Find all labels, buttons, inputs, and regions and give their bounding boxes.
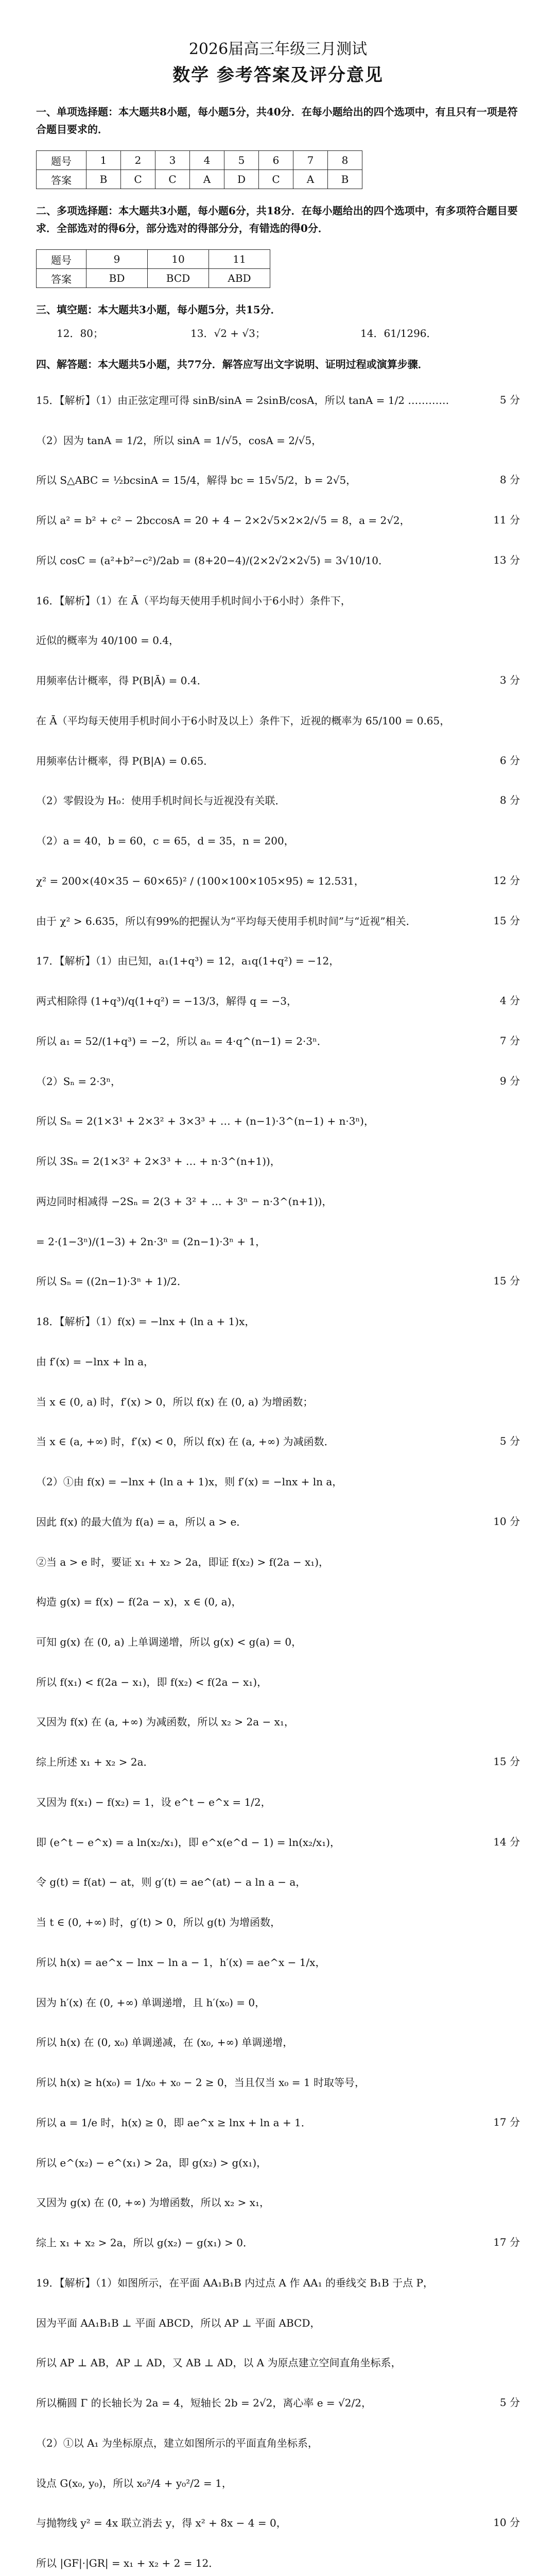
solution-line: 用频率估计概率，得 P(B|A) = 0.65． (36, 755, 214, 767)
answer-cell: B (328, 170, 362, 189)
solution-line: 所以 h(x) = ae^x − lnx − ln a − 1，h′(x) = ae^x − 1/x， (36, 1956, 326, 1969)
solution-line: 又因为 f(x) 在 (a, +∞) 为减函数，所以 x₂ > 2a − x₁， (36, 1716, 294, 1728)
section1-heading: 一、单项选择题：本大题共8小题，每小题5分，共40分．在每小题给出的四个选项中，有且只有一项是符合题目要求的． (36, 106, 518, 135)
score-mark: 17 分 (493, 2116, 520, 2128)
row-label: 答案 (37, 170, 86, 189)
score-mark: 15 分 (493, 914, 520, 927)
solution-line: 又因为 f(x₁) − f(x₂) = 1，设 e^t − e^x = 1/2， (36, 1796, 271, 1808)
solution-line: 所以 f(x₁) < f(2a − x₁)，即 f(x₂) < f(2a − x₁)， (36, 1676, 268, 1688)
question-number: 8 (328, 151, 362, 170)
score-mark: 15 分 (493, 1755, 520, 1768)
section3-heading: 三、填空题：本大题共3小题，每小题5分，共15分． (36, 303, 281, 316)
question-number: 5 (224, 151, 259, 170)
solution-line: 所以椭圆 Γ 的长轴长为 2a = 4，短轴长 2b = 2√2，离心率 e = √2/2， (36, 2397, 372, 2409)
score-mark: 15 分 (493, 1275, 520, 1287)
fill-answer-14: 14．61/1296． (360, 327, 437, 340)
solution-line: （2）因为 tanA = 1/2，所以 sinA = 1/√5，cosA = 2/√5， (36, 434, 322, 447)
solution-line: 两边同时相减得 −2Sₙ = 2(3 + 3² + … + 3ⁿ − n·3^(n+1))， (36, 1195, 333, 1208)
answer-cell: C (121, 170, 155, 189)
score-mark: 7 分 (499, 1035, 520, 1047)
row-label: 题号 (37, 151, 86, 170)
solution-line: 可知 g(x) 在 (0, a) 上单调递增，所以 g(x) < g(a) = 0， (36, 1636, 302, 1648)
score-mark: 8 分 (499, 794, 520, 806)
solution-line: 所以 cosC = (a²+b²−c²)/2ab = (8+20−4)/(2×2√2×2√5) = 3√10/10． (36, 554, 389, 567)
score-mark: 5 分 (499, 2396, 520, 2409)
score-mark: 9 分 (499, 1075, 520, 1087)
question-number: 2 (121, 151, 155, 170)
solution-line: （2）Sₙ = 2·3ⁿ， (36, 1075, 121, 1088)
solution-line: 所以 Sₙ = 2(1×3¹ + 2×3² + 3×3³ + … + (n−1)·3^(n−1) + n·3ⁿ)， (36, 1115, 374, 1127)
solution-line: 当 t ∈ (0, +∞) 时，g′(t) > 0，所以 g(t) 为增函数， (36, 1916, 281, 1928)
solution-line: 由于 χ² > 6.635，所以有99%的把握认为“平均每天使用手机时间”与“近视”相关． (36, 915, 416, 927)
answer-cell: D (224, 170, 259, 189)
solution-line: 所以 Sₙ = ((2n−1)·3ⁿ + 1)/2． (36, 1275, 187, 1287)
solution-line: 令 g(t) = f(at) − at，则 g′(t) = ae^(at) − a ln a − a， (36, 1876, 306, 1888)
answer-cell: C (259, 170, 293, 189)
solution-line: 构造 g(x) = f(x) − f(2a − x)，x ∈ (0, a)， (36, 1596, 242, 1608)
solution-line: 所以 3Sₙ = 2(1×3² + 2×3³ + … + n·3^(n+1))， (36, 1155, 281, 1167)
solution-line: ②当 a > e 时，要证 x₁ + x₂ > 2a，即证 f(x₂) > f(2a − x₁)， (36, 1556, 329, 1568)
answer-cell: BD (86, 269, 148, 288)
solution-line: 即 (e^t − e^x) = a ln(x₂/x₁)，即 e^x(e^d − 1) = ln(x₂/x₁)， (36, 1836, 341, 1849)
solution-line: 在 Ā（平均每天使用手机时间小于6小时及以上）条件下，近视的概率为 65/100 = 0.65， (36, 715, 450, 727)
score-mark: 17 分 (493, 2236, 520, 2248)
solution-line: 又因为 g(x) 在 (0, +∞) 为增函数，所以 x₂ > x₁， (36, 2196, 270, 2209)
solution-line: 所以 a = 1/e 时，h(x) ≥ 0，即 ae^x ≥ lnx + ln a + 1． (36, 2116, 311, 2129)
section1-answer-table (36, 150, 362, 189)
section4-heading: 四、解答题：本大题共5小题，共77分．解答应写出文字说明、证明过程或演算步骤． (36, 358, 428, 370)
score-mark: 13 分 (493, 554, 520, 566)
question-number: 9 (86, 250, 148, 269)
solution-line: （2）①由 f(x) = −lnx + (ln a + 1)x，则 f′(x) = −lnx + ln a， (36, 1476, 343, 1488)
solution-line: 所以 S△ABC = ½bcsinA = 15/4，解得 bc = 15√5/2，b = 2√5， (36, 474, 357, 486)
answer-cell: ABD (209, 269, 270, 288)
score-mark: 12 分 (493, 874, 520, 887)
solution-line: 15．【解析】（1）由正弦定理可得 sinB/sinA = 2sinB/cosA，所以 tanA = 1/2 ………… (36, 394, 449, 406)
question-number: 3 (155, 151, 190, 170)
score-mark: 5 分 (499, 1435, 520, 1447)
solution-line: 因为平面 AA₁B₁B ⊥ 平面 ABCD，所以 AP ⊥ 平面 ABCD， (36, 2317, 321, 2329)
question-number: 4 (190, 151, 224, 170)
solution-line: 设点 G(x₀, y₀)，所以 x₀²/4 + y₀²/2 = 1， (36, 2477, 232, 2489)
solution-line: 所以 h(x) 在 (0, x₀) 单调递减，在 (x₀, +∞) 单调递增， (36, 2036, 293, 2048)
fill-answer-12: 12．80； (57, 327, 103, 340)
solution-line: = 2·(1−3ⁿ)/(1−3) + 2n·3ⁿ = (2n−1)·3ⁿ + 1， (36, 1235, 266, 1248)
solution-line: 综上 x₁ + x₂ > 2a，所以 g(x₂) − g(x₁) > 0． (36, 2236, 253, 2249)
question-number: 10 (148, 250, 209, 269)
answer-cell: B (86, 170, 121, 189)
section2-answer-table (36, 249, 270, 288)
exam-title: 2026届高三年级三月测试 (188, 40, 368, 58)
question-number: 1 (86, 151, 121, 170)
solution-line: 当 x ∈ (0, a) 时，f′(x) > 0，所以 f(x) 在 (0, a) 为增函数； (36, 1396, 314, 1408)
solution-line: 两式相除得 (1+q³)/q(1+q²) = −13/3，解得 q = −3， (36, 995, 297, 1007)
solution-line: 当 x ∈ (a, +∞) 时，f′(x) < 0，所以 f(x) 在 (a, +∞) 为减函数． (36, 1435, 335, 1448)
score-mark: 5 分 (499, 394, 520, 406)
score-mark: 11 分 (493, 514, 520, 526)
exam-subtitle: 数学 参考答案及评分意见 (172, 65, 384, 86)
score-mark: 4 分 (499, 994, 520, 1007)
solution-line: （2）零假设为 H₀：使用手机时间长与近视没有关联． (36, 794, 286, 807)
answer-cell: C (155, 170, 190, 189)
score-mark: 10 分 (493, 2516, 520, 2529)
solution-line: 因此 f(x) 的最大值为 f(a) = a，所以 a > e． (36, 1516, 247, 1528)
section2-heading: 二、多项选择题：本大题共3小题，每小题6分，共18分．在每小题给出的四个选项中，有多项符合题目要求．全部选对的得6分，部分选对的得部分分，有错选的得0分． (36, 205, 518, 234)
row-label: 答案 (37, 269, 86, 288)
solution-line: 所以 h(x) ≥ h(x₀) = 1/x₀ + x₀ − 2 ≥ 0，当且仅当 x₀ = 1 时取等号， (36, 2076, 365, 2089)
solution-line: 近似的概率为 40/100 = 0.4， (36, 634, 179, 647)
score-mark: 10 分 (493, 1515, 520, 1528)
fill-answer-13: 13．√2 + √3； (190, 327, 266, 340)
solution-line: 16．【解析】（1）在 Ā（平均每天使用手机时间小于6小时）条件下， (36, 595, 351, 607)
solution-line: 所以 |GF|·|GR| = x₁ + x₂ + 2 = 12． (36, 2557, 219, 2569)
solution-line: 18．【解析】（1）f(x) = −lnx + (ln a + 1)x， (36, 1315, 255, 1328)
solution-line: 综上所述 x₁ + x₂ > 2a． (36, 1756, 154, 1768)
score-mark: 3 分 (499, 674, 520, 686)
score-mark: 8 分 (499, 473, 520, 486)
solution-line: 因为 h′(x) 在 (0, +∞) 单调递增，且 h′(x₀) = 0， (36, 1996, 266, 2009)
answer-cell: BCD (148, 269, 209, 288)
solution-line: （2）a = 40，b = 60，c = 65，d = 35，n = 200， (36, 835, 294, 847)
solution-line: χ² = 200×(40×35 − 60×65)² / (100×100×105×95) ≈ 12.531， (36, 875, 364, 887)
score-mark: 6 分 (499, 754, 520, 767)
row-label: 题号 (37, 250, 86, 269)
solution-line: 19．【解析】（1）如图所示，在平面 AA₁B₁B 内过点 A 作 AA₁ 的垂线交 B₁B 于点 P， (36, 2277, 433, 2289)
solution-line: 所以 e^(x₂) − e^(x₁) > 2a，即 g(x₂) > g(x₁)， (36, 2157, 267, 2169)
solution-line: 所以 a₁ = 52/(1+q³) = −2，所以 aₙ = 4·q^(n−1) = 2·3ⁿ． (36, 1035, 327, 1047)
score-mark: 14 分 (493, 1836, 520, 1848)
solution-line: （2）①以 A₁ 为坐标原点，建立如图所示的平面直角坐标系， (36, 2437, 318, 2449)
answer-cell: A (293, 170, 328, 189)
question-number: 11 (209, 250, 270, 269)
solution-line: 与抛物线 y² = 4x 联立消去 y，得 x² + 8x − 4 = 0， (36, 2517, 287, 2529)
answer-cell: A (190, 170, 224, 189)
solution-line: 用频率估计概率，得 P(B|Ā) = 0.4． (36, 674, 207, 687)
solution-line: 所以 AP ⊥ AB，AP ⊥ AD，又 AB ⊥ AD，以 A 为原点建立空间直角坐标系， (36, 2357, 402, 2369)
solution-line: 17．【解析】（1）由已知，a₁(1+q³) = 12，a₁q(1+q²) = −12， (36, 955, 340, 967)
solution-line: 所以 a² = b² + c² − 2bccosA = 20 + 4 − 2×2√5×2×2/√5 = 8，a = 2√2， (36, 514, 410, 527)
question-number: 6 (259, 151, 293, 170)
solution-line: 由 f′(x) = −lnx + ln a， (36, 1355, 154, 1368)
question-number: 7 (293, 151, 328, 170)
